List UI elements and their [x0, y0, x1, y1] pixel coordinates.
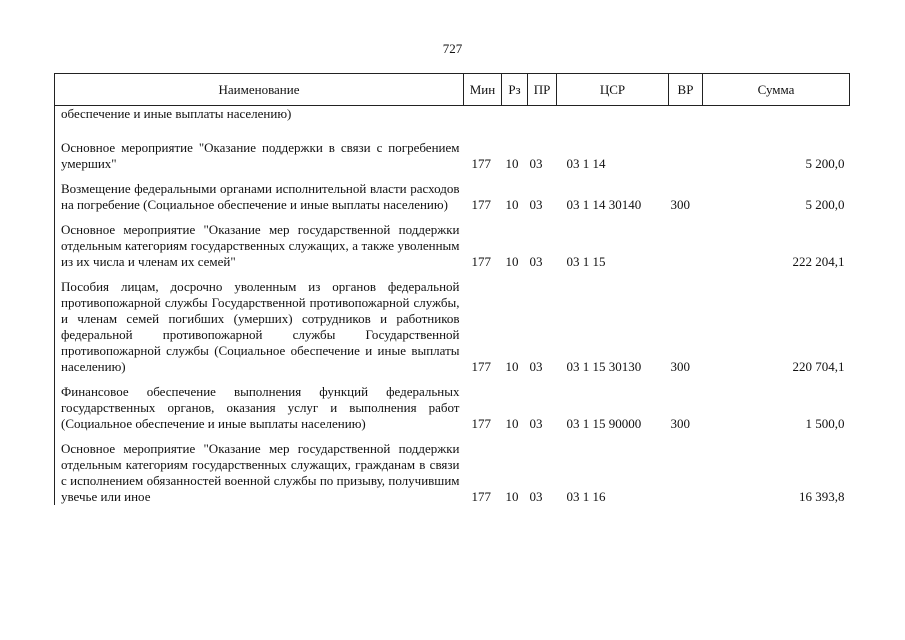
table-row: [55, 222, 850, 270]
column-header-vr: ВР: [669, 74, 703, 106]
row-vr: [669, 140, 703, 172]
row-vr: [669, 441, 703, 505]
row-gap: [55, 122, 850, 140]
column-header-rz: Рз: [502, 74, 528, 106]
row-csr: 03 1 15 90000: [566, 416, 642, 431]
row-name: Основное мероприятие "Оказание мер государственной поддержки отдельным категориям государственных служащих, гражданам в связи с исполнением обязанностей военной службы по призыву, получившим увечье или иное: [55, 441, 464, 505]
column-header-csr: ЦСР: [557, 74, 669, 106]
row-sum: 1 500,0: [805, 416, 845, 431]
row-pr: 03: [529, 156, 543, 171]
row-sum: 16 393,8: [799, 489, 845, 504]
table-row: [55, 441, 850, 505]
row-min: 177: [471, 489, 491, 504]
row-csr: 03 1 15 30130: [566, 359, 642, 374]
row-pr: 03: [529, 416, 543, 431]
row-name: обеспечение и иные выплаты населению): [55, 106, 464, 123]
page-number: 727: [442, 41, 463, 56]
row-vr: 300: [670, 359, 690, 374]
column-header-pr: ПР: [528, 74, 557, 106]
row-rz: 10: [505, 489, 519, 504]
row-min: 177: [471, 197, 491, 212]
row-rz: 10: [505, 197, 519, 212]
row-gap: [55, 432, 850, 441]
row-min: 177: [471, 156, 491, 171]
row-name: Основное мероприятие "Оказание мер государственной поддержки отдельным категориям государственных служащих, а также уволенным из их числа и членам их семей": [55, 222, 464, 270]
row-vr: 300: [670, 197, 690, 212]
row-sum: 5 200,0: [805, 197, 845, 212]
row-sum: 222 204,1: [792, 254, 845, 269]
row-gap: [55, 172, 850, 181]
row-name: Финансовое обеспечение выполнения функций федеральных государственных органов, оказания услуг и выполнения работ (Социальное обеспечение и иные выплаты населению): [55, 384, 464, 432]
row-csr: 03 1 14 30140: [566, 197, 642, 212]
row-rz: 10: [505, 359, 519, 374]
table-row: [55, 181, 850, 213]
row-pr: 03: [529, 197, 543, 212]
row-min: 177: [471, 416, 491, 431]
table-row-continuation: [55, 106, 850, 123]
row-name: Пособия лицам, досрочно уволенным из органов федеральной противопожарной службы Государственной противопожарной службы, и членам семей погибших (умерших) сотрудников и работников федеральной противопожарной службы Государственной противопожарной службы (Социальное обеспечение и иные выплаты населению): [55, 279, 464, 375]
row-csr: 03 1 15: [566, 254, 606, 269]
row-sum: 5 200,0: [805, 156, 845, 171]
row-pr: 03: [529, 254, 543, 269]
column-header-min: Мин: [464, 74, 502, 106]
row-vr: [669, 222, 703, 270]
row-name: Возмещение федеральными органами исполнительной власти расходов на погребение (Социальное обеспечение и иные выплаты населению): [55, 181, 464, 213]
row-min: 177: [471, 359, 491, 374]
row-sum: 220 704,1: [792, 359, 845, 374]
row-rz: 10: [505, 254, 519, 269]
row-rz: 10: [505, 416, 519, 431]
row-csr: 03 1 16: [566, 489, 606, 504]
row-gap: [55, 270, 850, 279]
row-min: 177: [471, 254, 491, 269]
row-gap: [55, 213, 850, 222]
column-header-sum: Сумма: [703, 74, 850, 106]
row-gap: [55, 375, 850, 384]
table-row: [55, 140, 850, 172]
table-header-row: [55, 74, 850, 106]
row-pr: 03: [529, 359, 543, 374]
row-csr: 03 1 14: [566, 156, 606, 171]
budget-table: [54, 73, 850, 505]
column-header-name: Наименование: [55, 74, 464, 106]
row-rz: 10: [505, 156, 519, 171]
row-name: Основное мероприятие "Оказание поддержки в связи с погребением умерших": [55, 140, 464, 172]
row-vr: 300: [670, 416, 690, 431]
table-row: [55, 384, 850, 432]
table-row: [55, 279, 850, 375]
row-pr: 03: [529, 489, 543, 504]
